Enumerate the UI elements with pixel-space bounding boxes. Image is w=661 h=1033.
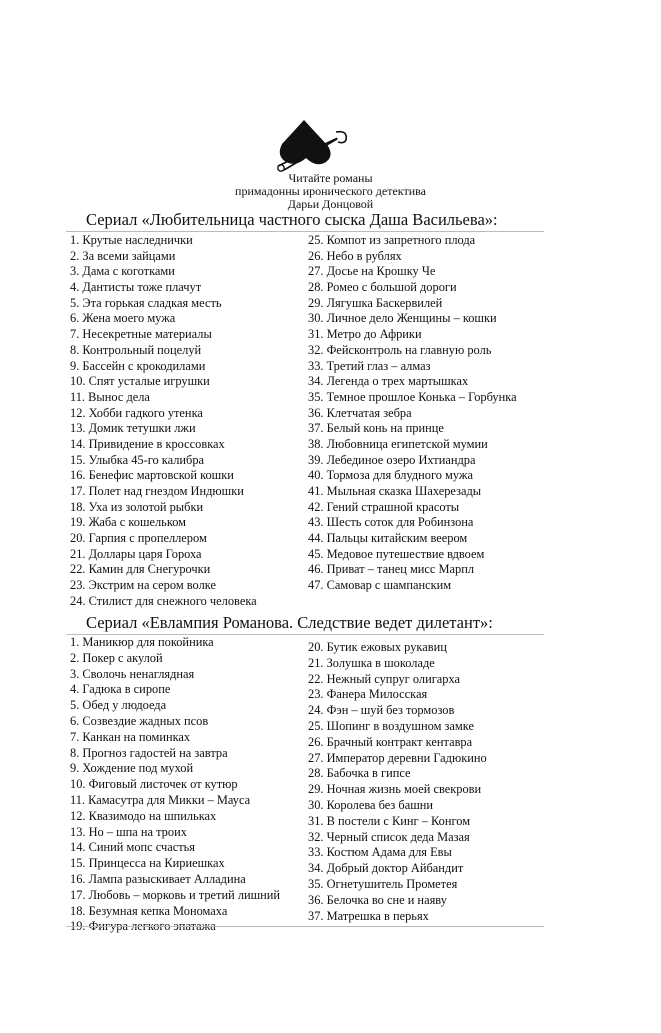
list-item: 33. Костюм Адама для Евы [308, 845, 452, 860]
list-item: 8. Прогноз гадостей на завтра [70, 745, 228, 760]
list-item: 19. Жаба с кошельком [70, 515, 187, 530]
list-item: 11. Камасутра для Микки – Мауса [70, 792, 251, 807]
list-item: 17. Полет над гнездом Индюшки [70, 484, 244, 498]
list-item: 42. Гений страшной красоты [308, 499, 460, 514]
intro-line-2: примадонны иронического детектива [235, 184, 426, 198]
list-item: 9. Хождение под мухой [70, 761, 194, 776]
list-item: 6. Созвездие жадных псов [70, 713, 209, 728]
list-item: 1. Крутые наследнички [70, 233, 193, 247]
list-item: 2. За всеми зайцами [70, 248, 176, 263]
list-item: 19. Фигура легкого эпатажа [70, 919, 216, 934]
divider-rule [66, 231, 544, 232]
book-list-right [308, 233, 548, 594]
book-list-right [308, 640, 548, 924]
list-item: 22. Камин для Снегурочки [70, 562, 211, 577]
list-item: 34. Добрый доктор Айбандит [308, 861, 464, 876]
list-item: 29. Ночная жизнь моей свекрови [308, 782, 482, 797]
list-item: 35. Темное прошлое Конька – Горбунка [308, 389, 517, 404]
list-item: 4. Дантисты тоже плачут [70, 280, 202, 295]
list-item: 21. Золушка в шоколаде [308, 655, 435, 670]
list-item: 30. Королева без башни [308, 797, 434, 812]
list-item: 12. Квазимодо на шпильках [70, 808, 217, 823]
list-item: 9. Бассейн с крокодилами [70, 358, 206, 373]
list-item: 39. Лебединое озеро Ихтиандра [308, 452, 476, 467]
list-item: 4. Гадюка в сиропе [70, 682, 171, 697]
list-item: 2. Покер с акулой [70, 650, 163, 665]
list-item: 20. Гарпия с пропеллером [70, 531, 207, 546]
list-item: 26. Небо в рублях [308, 248, 402, 263]
list-item: 41. Мыльная сказка Шахерезады [308, 484, 482, 498]
list-item: 5. Эта горькая сладкая месть [70, 295, 222, 310]
list-item: 34. Легенда о трех мартышках [308, 374, 469, 389]
list-item: 29. Лягушка Баскервилей [308, 295, 443, 310]
list-item: 10. Фиговый листочек от кутюр [70, 777, 238, 792]
list-item: 38. Любовница египетской мумии [308, 436, 488, 451]
list-item: 43. Шесть соток для Робинзона [308, 515, 474, 530]
list-item: 25. Шопинг в воздушном замке [308, 718, 474, 733]
list-item: 12. Хобби гадкого утенка [70, 405, 203, 420]
list-item: 46. Приват – танец мисс Марпл [308, 562, 475, 577]
list-item: 16. Бенефис мартовской кошки [70, 468, 234, 483]
list-item: 30. Личное дело Женщины – кошки [308, 311, 497, 326]
list-item: 27. Император деревни Гадюкино [308, 750, 487, 765]
list-item: 8. Контрольный поцелуй [70, 342, 202, 357]
list-item: 10. Спят усталые игрушки [70, 374, 210, 389]
book-list-left [70, 233, 308, 610]
intro-line-1: Читайте романы [288, 171, 373, 185]
list-item: 23. Фанера Милосская [308, 687, 428, 702]
list-item: 26. Брачный контракт кентавра [308, 734, 473, 749]
list-item: 31. Метро до Африки [308, 327, 422, 342]
list-item: 37. Матрешка в перьях [308, 908, 429, 923]
list-item: 7. Несекретные материалы [70, 327, 212, 342]
list-item: 3. Дама с коготками [70, 264, 175, 279]
list-item: 3. Сволочь ненаглядная [70, 666, 195, 681]
list-item: 6. Жена моего мужа [70, 311, 176, 326]
list-item: 1. Маникюр для покойника [70, 635, 214, 649]
list-item: 15. Принцесса на Кириешках [70, 856, 225, 871]
list-item: 18. Уха из золотой рыбки [70, 499, 204, 514]
list-item: 36. Клетчатая зебра [308, 405, 412, 420]
list-item: 25. Компот из запретного плода [308, 233, 476, 247]
list-item: 31. В постели с Кинг – Конгом [308, 813, 471, 828]
list-item: 47. Самовар с шампанским [308, 578, 452, 593]
list-item: 37. Белый конь на принце [308, 421, 444, 436]
list-item: 13. Домик тетушки лжи [70, 421, 196, 436]
list-item: 32. Черный список деда Мазая [308, 829, 470, 844]
list-item: 14. Синий мопс счастья [70, 840, 195, 855]
list-item: 14. Привидение в кроссовках [70, 436, 225, 451]
list-item: 24. Стилист для снежного человека [70, 593, 257, 608]
list-item: 13. Но – шпа на троих [70, 824, 187, 839]
list-item: 16. Лампа разыскивает Алладина [70, 871, 246, 886]
list-item: 36. Белочка во сне и наяву [308, 892, 447, 907]
list-item: 17. Любовь – морковь и третий лишний [70, 887, 281, 902]
list-item: 33. Третий глаз – алмаз [308, 358, 431, 373]
list-item: 21. Доллары царя Гороха [70, 546, 202, 561]
heart-safety-pin-logo [276, 112, 348, 172]
list-item: 15. Улыбка 45-го калибра [70, 452, 205, 467]
list-item: 5. Обед у людоеда [70, 698, 167, 713]
list-item: 23. Экстрим на сером волке [70, 578, 216, 593]
list-item: 27. Досье на Крошку Че [308, 264, 436, 279]
divider-rule [66, 926, 544, 927]
list-item: 11. Вынос дела [70, 389, 150, 404]
series-title: Сериал «Любительница частного сыска Даша Васильева»: [86, 210, 498, 229]
list-item: 18. Безумная кепка Мономаха [70, 903, 228, 918]
list-item: 20. Бутик ежовых рукавиц [308, 640, 447, 654]
list-item: 32. Фейсконтроль на главную роль [308, 342, 492, 357]
list-item: 22. Нежный супруг олигарха [308, 671, 461, 686]
book-list-left [70, 635, 308, 935]
list-item: 28. Бабочка в гипсе [308, 766, 411, 781]
list-item: 44. Пальцы китайским веером [308, 531, 468, 546]
intro-line-3: Дарьи Донцовой [287, 197, 374, 211]
series-title: Сериал «Евлампия Романова. Следствие ведет дилетант»: [86, 613, 493, 632]
list-item: 40. Тормоза для блудного мужа [308, 468, 473, 483]
list-item: 35. Огнетушитель Прометея [308, 876, 458, 891]
list-item: 28. Ромео с большой дороги [308, 280, 457, 295]
list-item: 24. Фэн – шуй без тормозов [308, 703, 455, 718]
list-item: 7. Канкан на поминках [70, 729, 191, 744]
list-item: 45. Медовое путешествие вдвоем [308, 546, 485, 561]
